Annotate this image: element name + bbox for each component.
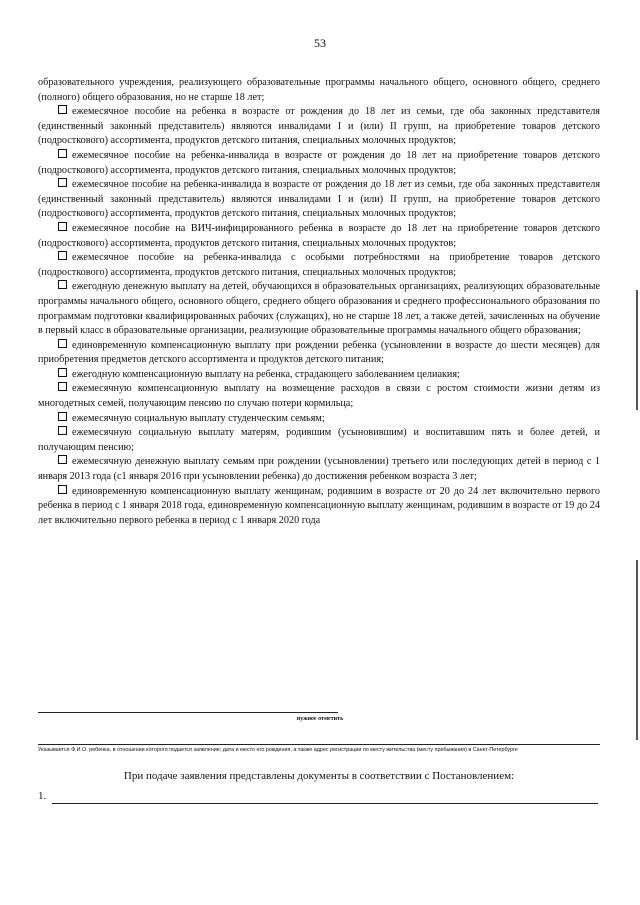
scan-edge-mark — [636, 560, 638, 740]
paragraph-text: ежегодную денежную выплату на детей, обучающихся в образовательных организациях, реализующих образовательные программы начального общего, основного общего, среднего общего образования и среднего профессионального образования по программам подготовки квалифицированных рабочих (служащих), но не старше 18 лет, а также детей, зачисленных на обучение в первый класс в образовательные организации, реализующие образовательные программы начального общего образования; — [38, 281, 600, 337]
checkbox-empty-icon[interactable] — [58, 178, 67, 187]
scan-edge-mark — [636, 290, 638, 410]
checkbox-empty-icon[interactable] — [58, 251, 67, 260]
checkbox-item — [38, 178, 600, 222]
checkbox-item — [38, 339, 600, 368]
document-list-number: 1. — [38, 790, 47, 802]
paragraph-text: ежемесячную компенсационную выплату на возмещение расходов в связи с ростом стоимости жизни детям из многодетных семей, получающим пенсию по случаю потери кормильца; — [38, 383, 600, 410]
body-end-line — [38, 712, 338, 713]
checkbox-item — [38, 426, 600, 455]
checkbox-empty-icon[interactable] — [58, 149, 67, 158]
checkbox-empty-icon[interactable] — [58, 412, 67, 421]
footnote: Указывается Ф.И.О. ребенка, в отношении которого подается заявление; дата и место его рождения, а также адрес регистрации по месту жительства (месту пребывания) в Санкт-Петербурге — [38, 747, 518, 753]
paragraph-text: ежемесячное пособие на ребенка-инвалида в возрасте от рождения до 18 лет из семьи, где оба законных представителя (единственный законный представитель) являются инвалидами I и (или) II групп, на приобретение товаров детского (подросткового) ассортимента, продуктов детского питания, специальных молочных продуктов; — [38, 179, 600, 220]
paragraph-text: единовременную компенсационную выплату женщинам, родившим в возрасте от 20 до 24 лет включительно первого ребенка в период с 1 января 2018 года, единовременную компенсационную выплату женщинам, родившим в возрасте от 19 до 24 лет включительно первого ребенка в период с 1 января 2020 года — [38, 485, 600, 526]
checkbox-item — [38, 280, 600, 338]
paragraph-text: ежемесячную социальную выплату студенческим семьям; — [72, 412, 325, 424]
paragraph-text: ежемесячное пособие на ребенка в возрасте от рождения до 18 лет из семьи, где оба законных представителя (единственный законный представитель) являются инвалидами I и (или) II групп, на приобретение товаров детского (подросткового) ассортимента, продуктов детского питания, специальных молочных продуктов; — [38, 106, 600, 147]
documents-heading: При подаче заявления представлены документы в соответствии с Постановлением: — [123, 770, 515, 782]
checkbox-empty-icon[interactable] — [58, 280, 67, 289]
checkbox-empty-icon[interactable] — [58, 382, 67, 391]
checkbox-item — [38, 455, 600, 484]
paragraph — [38, 76, 600, 105]
checkbox-item — [38, 105, 600, 149]
checkbox-empty-icon[interactable] — [58, 339, 67, 348]
paragraph-text: ежегодную компенсационную выплату на ребенка, страдающего заболеванием целиакия; — [72, 368, 460, 380]
checkbox-item — [38, 149, 600, 178]
checkbox-item — [38, 485, 600, 529]
checkbox-item — [38, 251, 600, 280]
checkbox-item — [38, 412, 600, 427]
paragraph-text: ежемесячное пособие на ребенка-инвалида в возрасте от рождения до 18 лет на приобретение товаров детского (подросткового) ассортимента, продуктов детского питания, специальных молочных продуктов; — [38, 149, 600, 176]
document-body — [38, 76, 600, 528]
note-label: нужное отметить — [296, 716, 344, 722]
page-number: 53 — [314, 36, 326, 50]
checkbox-empty-icon[interactable] — [58, 222, 67, 231]
paragraph-text: единовременную компенсационную выплату при рождении ребенка (усыновлении в возрасте до шести месяцев) для приобретения предметов детского ассортимента и продуктов детского питания; — [38, 339, 600, 366]
checkbox-empty-icon[interactable] — [58, 485, 67, 494]
paragraph-text: ежемесячную социальную выплату матерям, родившим (усыновившим) и воспитавшим пять и более детей, и получающим пенсию; — [38, 427, 600, 453]
document-entry-line[interactable] — [52, 803, 598, 804]
checkbox-item — [38, 222, 600, 251]
checkbox-empty-icon[interactable] — [58, 368, 67, 377]
checkbox-empty-icon[interactable] — [58, 426, 67, 435]
paragraph-text: ежемесячную денежную выплату семьям при рождении (усыновлении) третьего или последующих детей в период с 1 января 2013 года (с1 января 2016 при усыновлении ребенка) до достижения ребенком возраста 3 лет; — [38, 456, 600, 483]
paragraph-text: образовательного учреждения, реализующего образовательные программы начального общего, основного общего, среднего (полного) общего образования, но не старше 18 лет; — [38, 77, 600, 103]
checkbox-item — [38, 382, 600, 411]
checkbox-item — [38, 368, 600, 383]
paragraph-text: ежемесячное пособие на ребенка-инвалида с особыми потребностями на приобретение товаров детского (подросткового) ассортимента, продуктов детского питания, специальных молочных продуктов; — [38, 252, 600, 278]
paragraph-text: ежемесячное пособие на ВИЧ-инфицированного ребенка в возрасте до 18 лет на приобретение товаров детского (подросткового) ассортимента, продуктов детского питания, специальных молочных продуктов; — [38, 222, 600, 249]
checkbox-empty-icon[interactable] — [58, 455, 67, 464]
checkbox-empty-icon[interactable] — [58, 105, 67, 114]
